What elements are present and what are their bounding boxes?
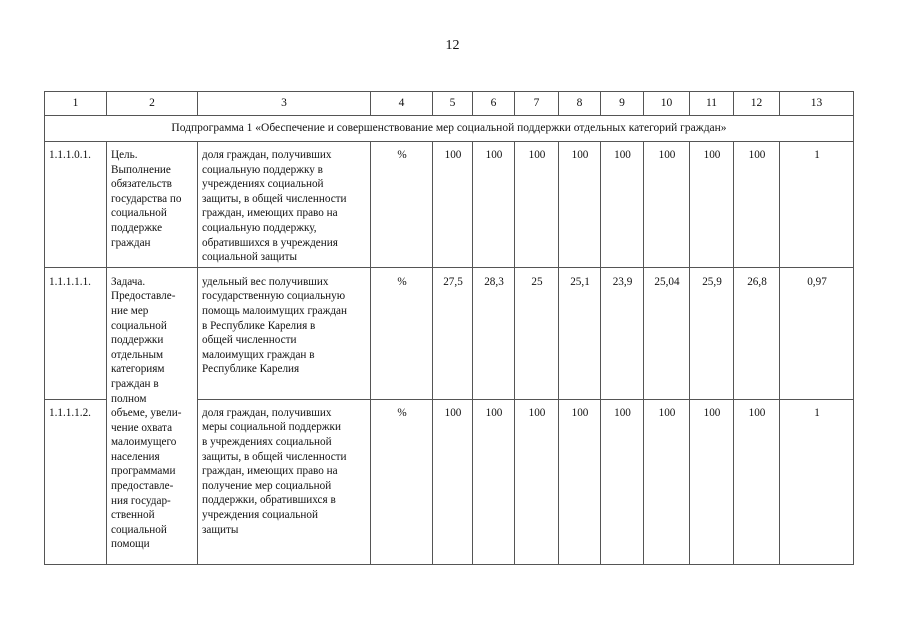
unit-cell: % [371,399,433,564]
goal-line: обязательств [111,178,172,191]
task-line: объеме, увели- [111,407,182,420]
column-header-row [45,92,854,116]
indicator-line: учреждения социальной [202,508,318,521]
indicator-line: доля граждан, получивших [202,149,332,161]
indicator-cell [198,142,371,268]
value-cell: 100 [559,399,601,564]
task-line: полном [111,392,147,405]
value-cell: 100 [601,142,644,268]
indicator-line: обратившихся в учреждения [202,236,338,249]
task-line: малоимущего [111,436,177,449]
task-line: граждан в [111,377,159,390]
value-cell: 25,04 [644,267,690,399]
value-cell: 1 [780,142,854,268]
task-line: ния государ- [111,494,171,507]
value-cell: 100 [559,142,601,268]
value-cell: 100 [515,399,559,564]
column-header: 5 [433,92,473,116]
value-cell: 100 [473,142,515,268]
value-cell: 100 [433,399,473,564]
value-cell: 100 [690,399,734,564]
indicator-cell [198,399,371,564]
value-cell: 100 [601,399,644,564]
column-header: 2 [107,92,198,116]
indicator-line: защиты, в общей численности [202,450,347,463]
task-line: отдельным [111,348,164,361]
value-cell: 25 [515,267,559,399]
column-header: 7 [515,92,559,116]
indicator-line: Республике Карелия [202,363,300,376]
goal-line: Цель. [111,149,138,161]
value-cell: 100 [734,142,780,268]
task-line: категориям [111,363,165,376]
goal-line: граждан [111,236,151,249]
column-header: 10 [644,92,690,116]
value-cell: 100 [644,142,690,268]
value-cell: 100 [433,142,473,268]
task-line: предоставле- [111,480,174,493]
task-line: помощи [111,538,150,551]
task-line: социальной [111,523,167,536]
value-cell: 28,3 [473,267,515,399]
task-line: поддержки [111,334,164,347]
indicator-line: защиты, в общей численности [202,192,347,205]
indicator-line: государственную социальную [202,290,346,303]
indicator-line: в учреждениях социальной [202,435,332,448]
value-cell: 27,5 [433,267,473,399]
indicator-line: защиты [202,523,239,536]
goal-line: поддержке [111,221,163,234]
indicator-line: помощь малоимущих граждан [202,304,347,317]
indicator-line: в Республике Карелия в [202,319,316,332]
indicator-line: доля граждан, получивших [202,406,332,419]
row-code: 1.1.1.0.1. [45,142,107,268]
subprogram-row [45,116,854,142]
row-code: 1.1.1.1.1. [45,267,107,399]
column-header: 6 [473,92,515,116]
column-header: 13 [780,92,854,116]
task-line: населения [111,450,160,463]
unit-cell: % [371,142,433,268]
column-header: 4 [371,92,433,116]
indicators-table [44,91,854,565]
value-cell: 100 [734,399,780,564]
task-line: программами [111,465,176,478]
value-cell: 25,9 [690,267,734,399]
page-number: 12 [445,38,460,53]
task-line: Предоставле- [111,290,176,303]
indicator-line: социальную поддержку, [202,221,317,234]
value-cell: 100 [690,142,734,268]
column-header: 3 [198,92,371,116]
task-line: Задача. [111,275,146,288]
goal-line: социальной [111,207,167,220]
indicator-line: малоимущих граждан в [202,348,315,361]
value-cell: 100 [644,399,690,564]
row-code: 1.1.1.1.2. [45,399,107,564]
indicator-line: социальной защиты [202,251,298,264]
indicator-line: удельный вес получивших [202,275,329,288]
column-header: 8 [559,92,601,116]
column-header: 12 [734,92,780,116]
task-line: социальной [111,319,167,332]
subprogram-title: Подпрограмма 1 «Обеспечение и совершенствование мер социальной поддержки отдельных категорий граждан» [45,116,854,142]
indicator-line: меры социальной поддержки [202,421,341,434]
unit-cell: % [371,267,433,399]
table-row [45,142,854,268]
goal-cell [107,142,198,268]
indicator-line: социальную поддержку в [202,163,323,176]
value-cell: 0,97 [780,267,854,399]
table-row [45,267,854,399]
column-header: 11 [690,92,734,116]
indicator-line: общей численности [202,334,297,347]
indicator-cell [198,267,371,399]
column-header: 9 [601,92,644,116]
value-cell: 26,8 [734,267,780,399]
indicator-line: граждан, имеющих право на [202,465,338,478]
goal-line: государства по [111,192,182,205]
task-line: ственной [111,509,155,522]
indicator-line: получение мер социальной [202,479,332,492]
task-line: чение охвата [111,421,173,434]
value-cell: 1 [780,399,854,564]
column-header: 1 [45,92,107,116]
value-cell: 100 [515,142,559,268]
task-line: ние мер [111,304,149,317]
indicator-line: граждан, имеющих право на [202,207,338,220]
value-cell: 100 [473,399,515,564]
indicator-line: поддержки, обратившихся в [202,494,336,507]
value-cell: 25,1 [559,267,601,399]
value-cell: 23,9 [601,267,644,399]
indicator-line: учреждениях социальной [202,178,324,191]
goal-line: Выполнение [111,163,171,176]
task-cell [107,267,198,564]
